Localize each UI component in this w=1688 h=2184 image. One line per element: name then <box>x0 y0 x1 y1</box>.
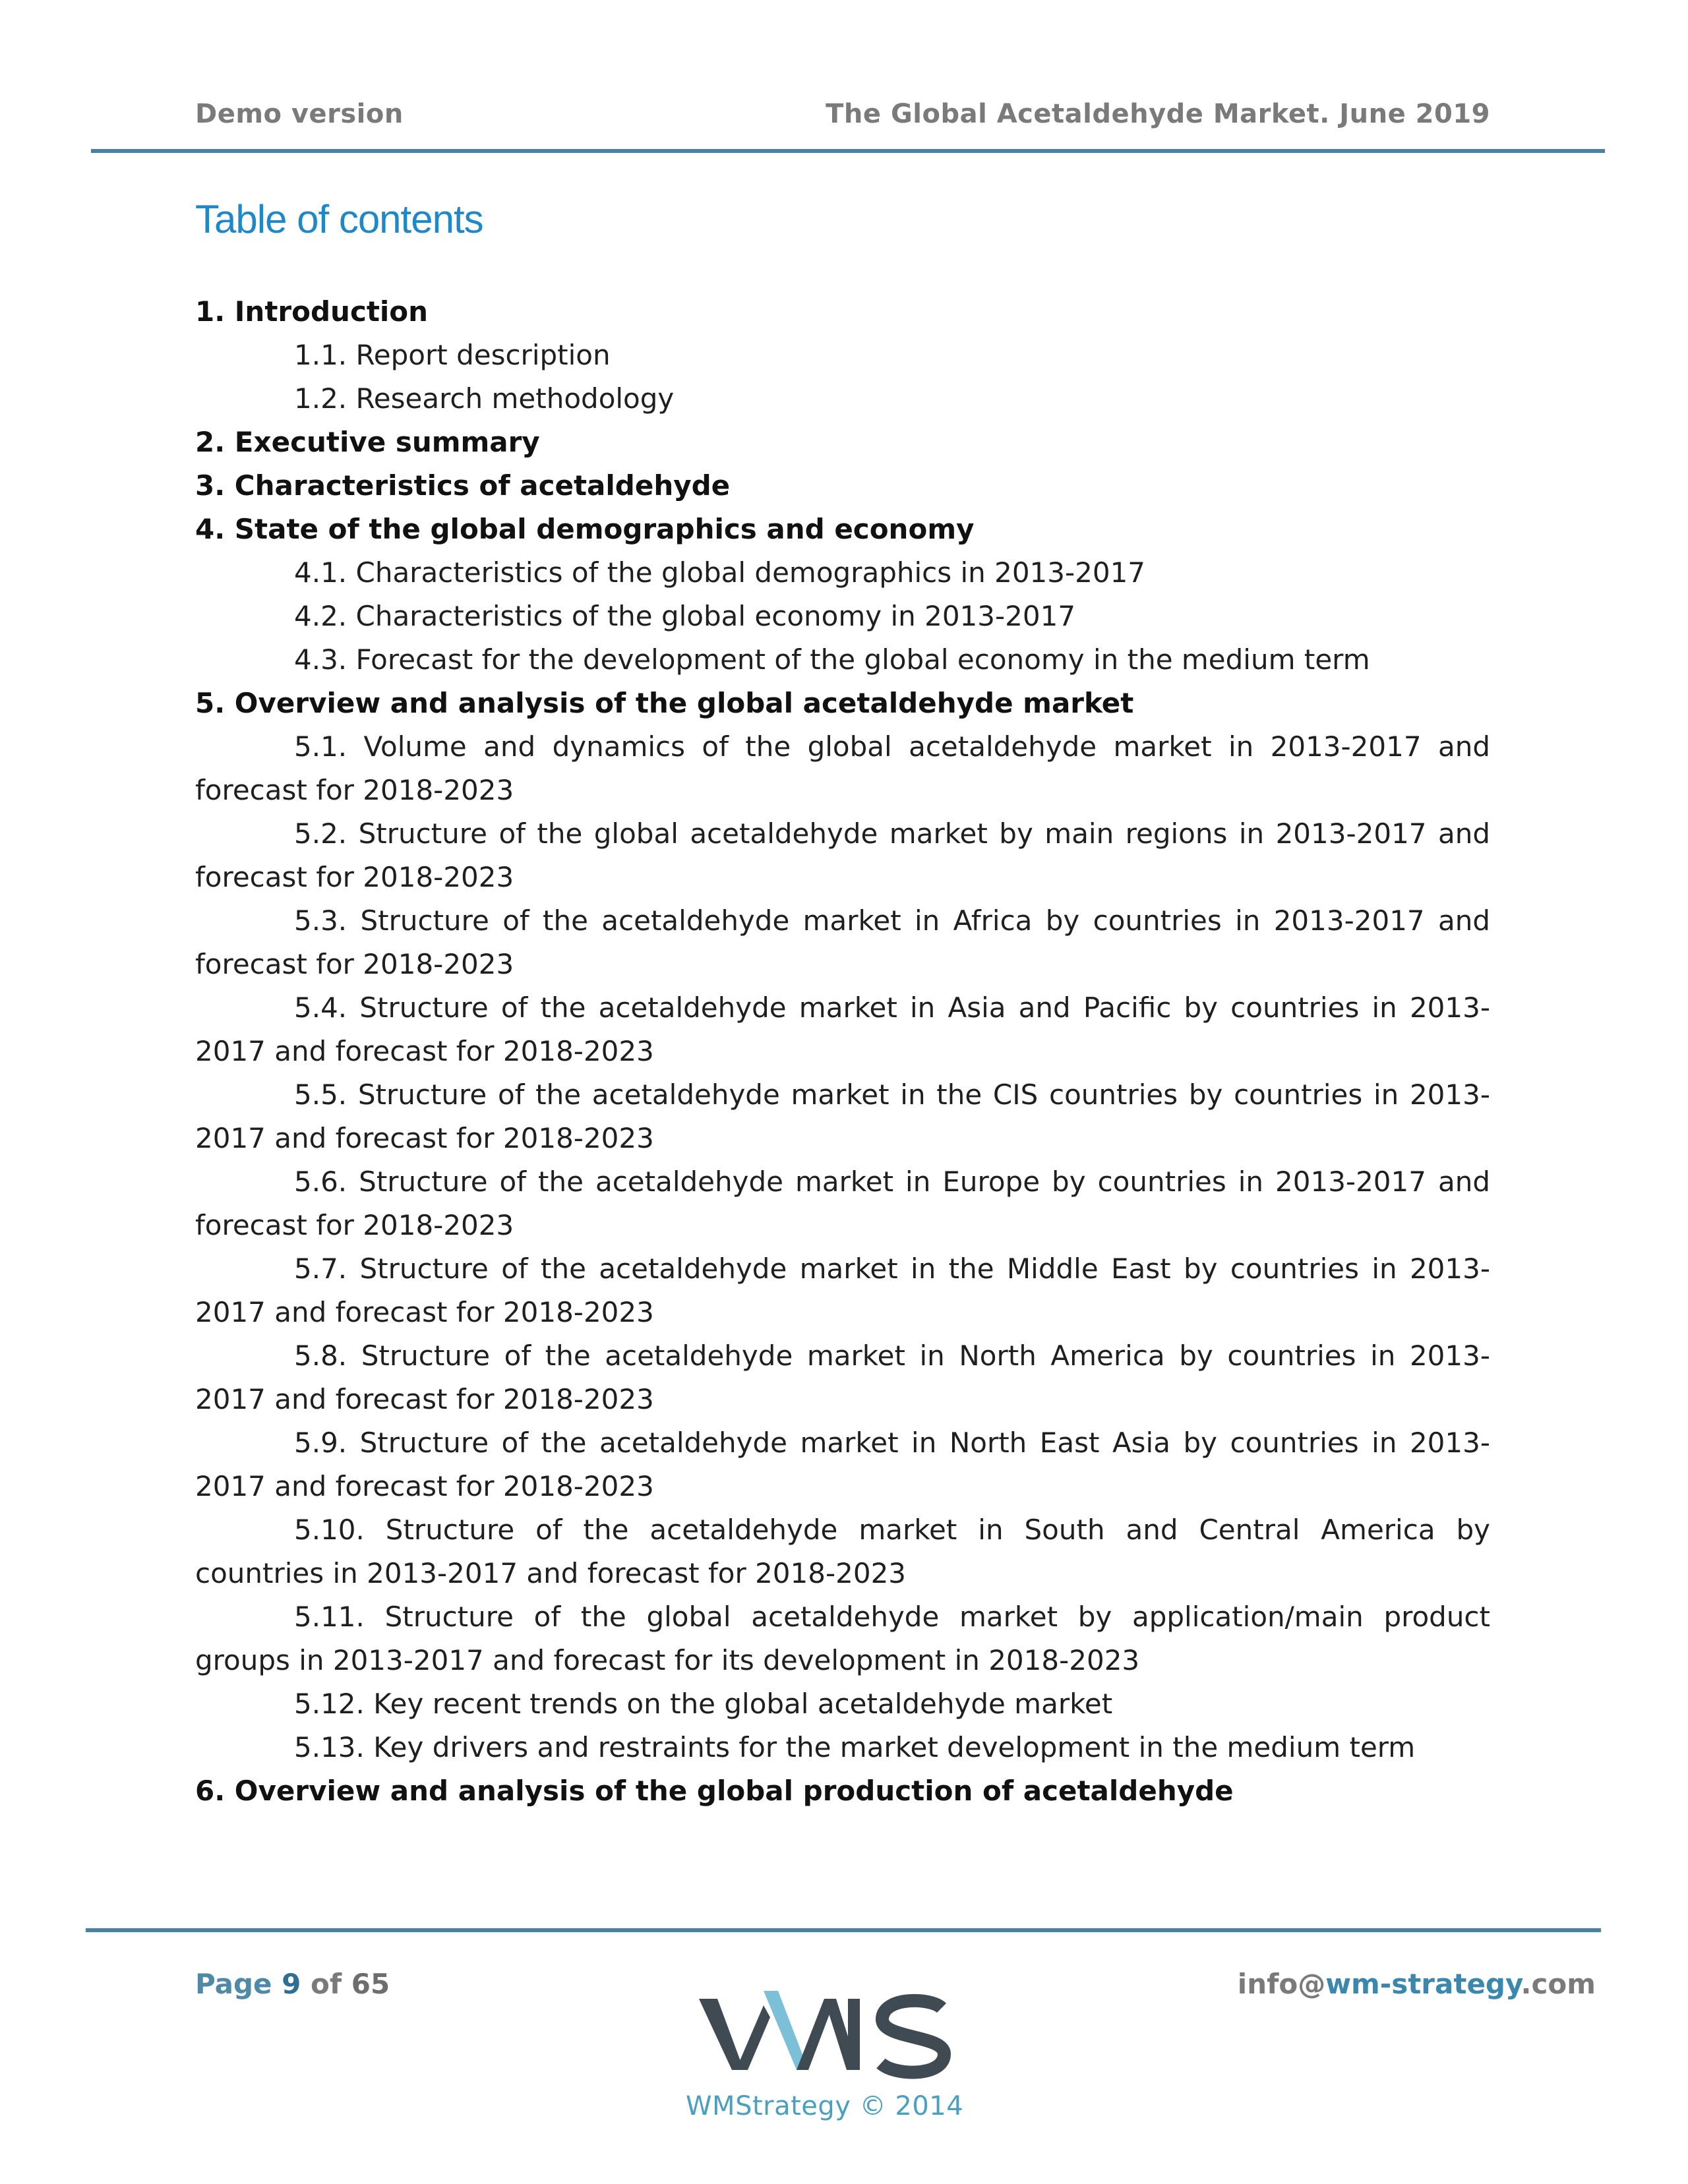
toc-subsection-item: 5.5. Structure of the acetaldehyde market in the CIS countries by countries in 2013-2017 and forecast for 2018-2023 <box>195 1078 1490 1154</box>
toc-subsection-item: 5.9. Structure of the acetaldehyde market in North East Asia by countries in 2013-2017 and forecast for 2018-2023 <box>195 1427 1490 1502</box>
toc-title: Table of contents <box>195 197 483 241</box>
email-domain: wm-strategy <box>1325 1968 1521 2000</box>
page-total: 65 <box>351 1968 390 2000</box>
page-number <box>195 1968 390 2000</box>
page-of: of <box>311 1968 342 2000</box>
toc-section-heading: 4. State of the global demographics and economy <box>195 513 975 545</box>
page-label: Page <box>195 1968 272 2000</box>
toc-subsection-item: 4.1. Characteristics of the global demographics in 2013-2017 <box>294 556 1146 589</box>
toc-subsection-item: 5.10. Structure of the acetaldehyde market in South and Central America by countries in 2013-2017 and forecast for 2018-2023 <box>195 1514 1490 1589</box>
header-divider <box>91 149 1605 153</box>
toc-list <box>195 290 1490 1813</box>
toc-subsection-item: 5.8. Structure of the acetaldehyde market in North America by countries in 2013-2017 and forecast for 2018-2023 <box>195 1340 1490 1415</box>
toc-subsection-item: 5.11. Structure of the global acetaldehyde market by application/main product groups in 2013-2017 and forecast for its development in 2018-2023 <box>195 1601 1490 1676</box>
toc-subsection-item: 1.1. Report description <box>294 339 611 371</box>
contact-email[interactable] <box>1238 1968 1596 2000</box>
toc-section-heading: 2. Executive summary <box>195 426 540 458</box>
header-title: The Global Acetaldehyde Market. June 2019 <box>826 99 1490 129</box>
toc-subsection-item: 4.2. Characteristics of the global economy in 2013-2017 <box>294 600 1076 632</box>
toc-subsection-item: 1.2. Research methodology <box>294 382 675 415</box>
footer-divider <box>86 1928 1601 1932</box>
page-current: 9 <box>282 1968 301 2000</box>
toc-section-heading: 5. Overview and analysis of the global acetaldehyde market <box>195 687 1134 719</box>
toc-subsection-item: 4.3. Forecast for the development of the global economy in the medium term <box>294 643 1370 676</box>
toc-section-heading: 3. Characteristics of acetaldehyde <box>195 469 731 502</box>
toc-subsection-item: 5.4. Structure of the acetaldehyde market in Asia and Pacific by countries in 2013-2017 and forecast for 2018-2023 <box>195 991 1490 1067</box>
header-left: Demo version <box>195 99 404 129</box>
toc-subsection-item: 5.3. Structure of the acetaldehyde market in Africa by countries in 2013-2017 and forecast for 2018-2023 <box>195 904 1490 980</box>
toc-subsection-item: 5.13. Key drivers and restraints for the market development in the medium term <box>294 1731 1416 1763</box>
email-user: info@ <box>1237 1968 1326 2000</box>
toc-subsection-item: 5.6. Structure of the acetaldehyde market in Europe by countries in 2013-2017 and forecast for 2018-2023 <box>195 1166 1490 1241</box>
toc-subsection-item: 5.2. Structure of the global acetaldehyde market by main regions in 2013-2017 and forecast for 2018-2023 <box>195 817 1490 893</box>
toc-subsection-item: 5.7. Structure of the acetaldehyde market in the Middle East by countries in 2013-2017 and forecast for 2018-2023 <box>195 1253 1490 1328</box>
toc-section-heading: 6. Overview and analysis of the global production of acetaldehyde <box>195 1775 1234 1807</box>
toc-subsection-item: 5.1. Volume and dynamics of the global acetaldehyde market in 2013-2017 and forecast for 2018-2023 <box>195 730 1490 806</box>
toc-subsection-item: 5.12. Key recent trends on the global acetaldehyde market <box>294 1688 1113 1720</box>
email-tld: .com <box>1521 1968 1596 2000</box>
toc-section-heading: 1. Introduction <box>195 295 429 328</box>
wms-logo <box>686 1971 963 2103</box>
copyright: WMStrategy © 2014 <box>686 2091 964 2121</box>
